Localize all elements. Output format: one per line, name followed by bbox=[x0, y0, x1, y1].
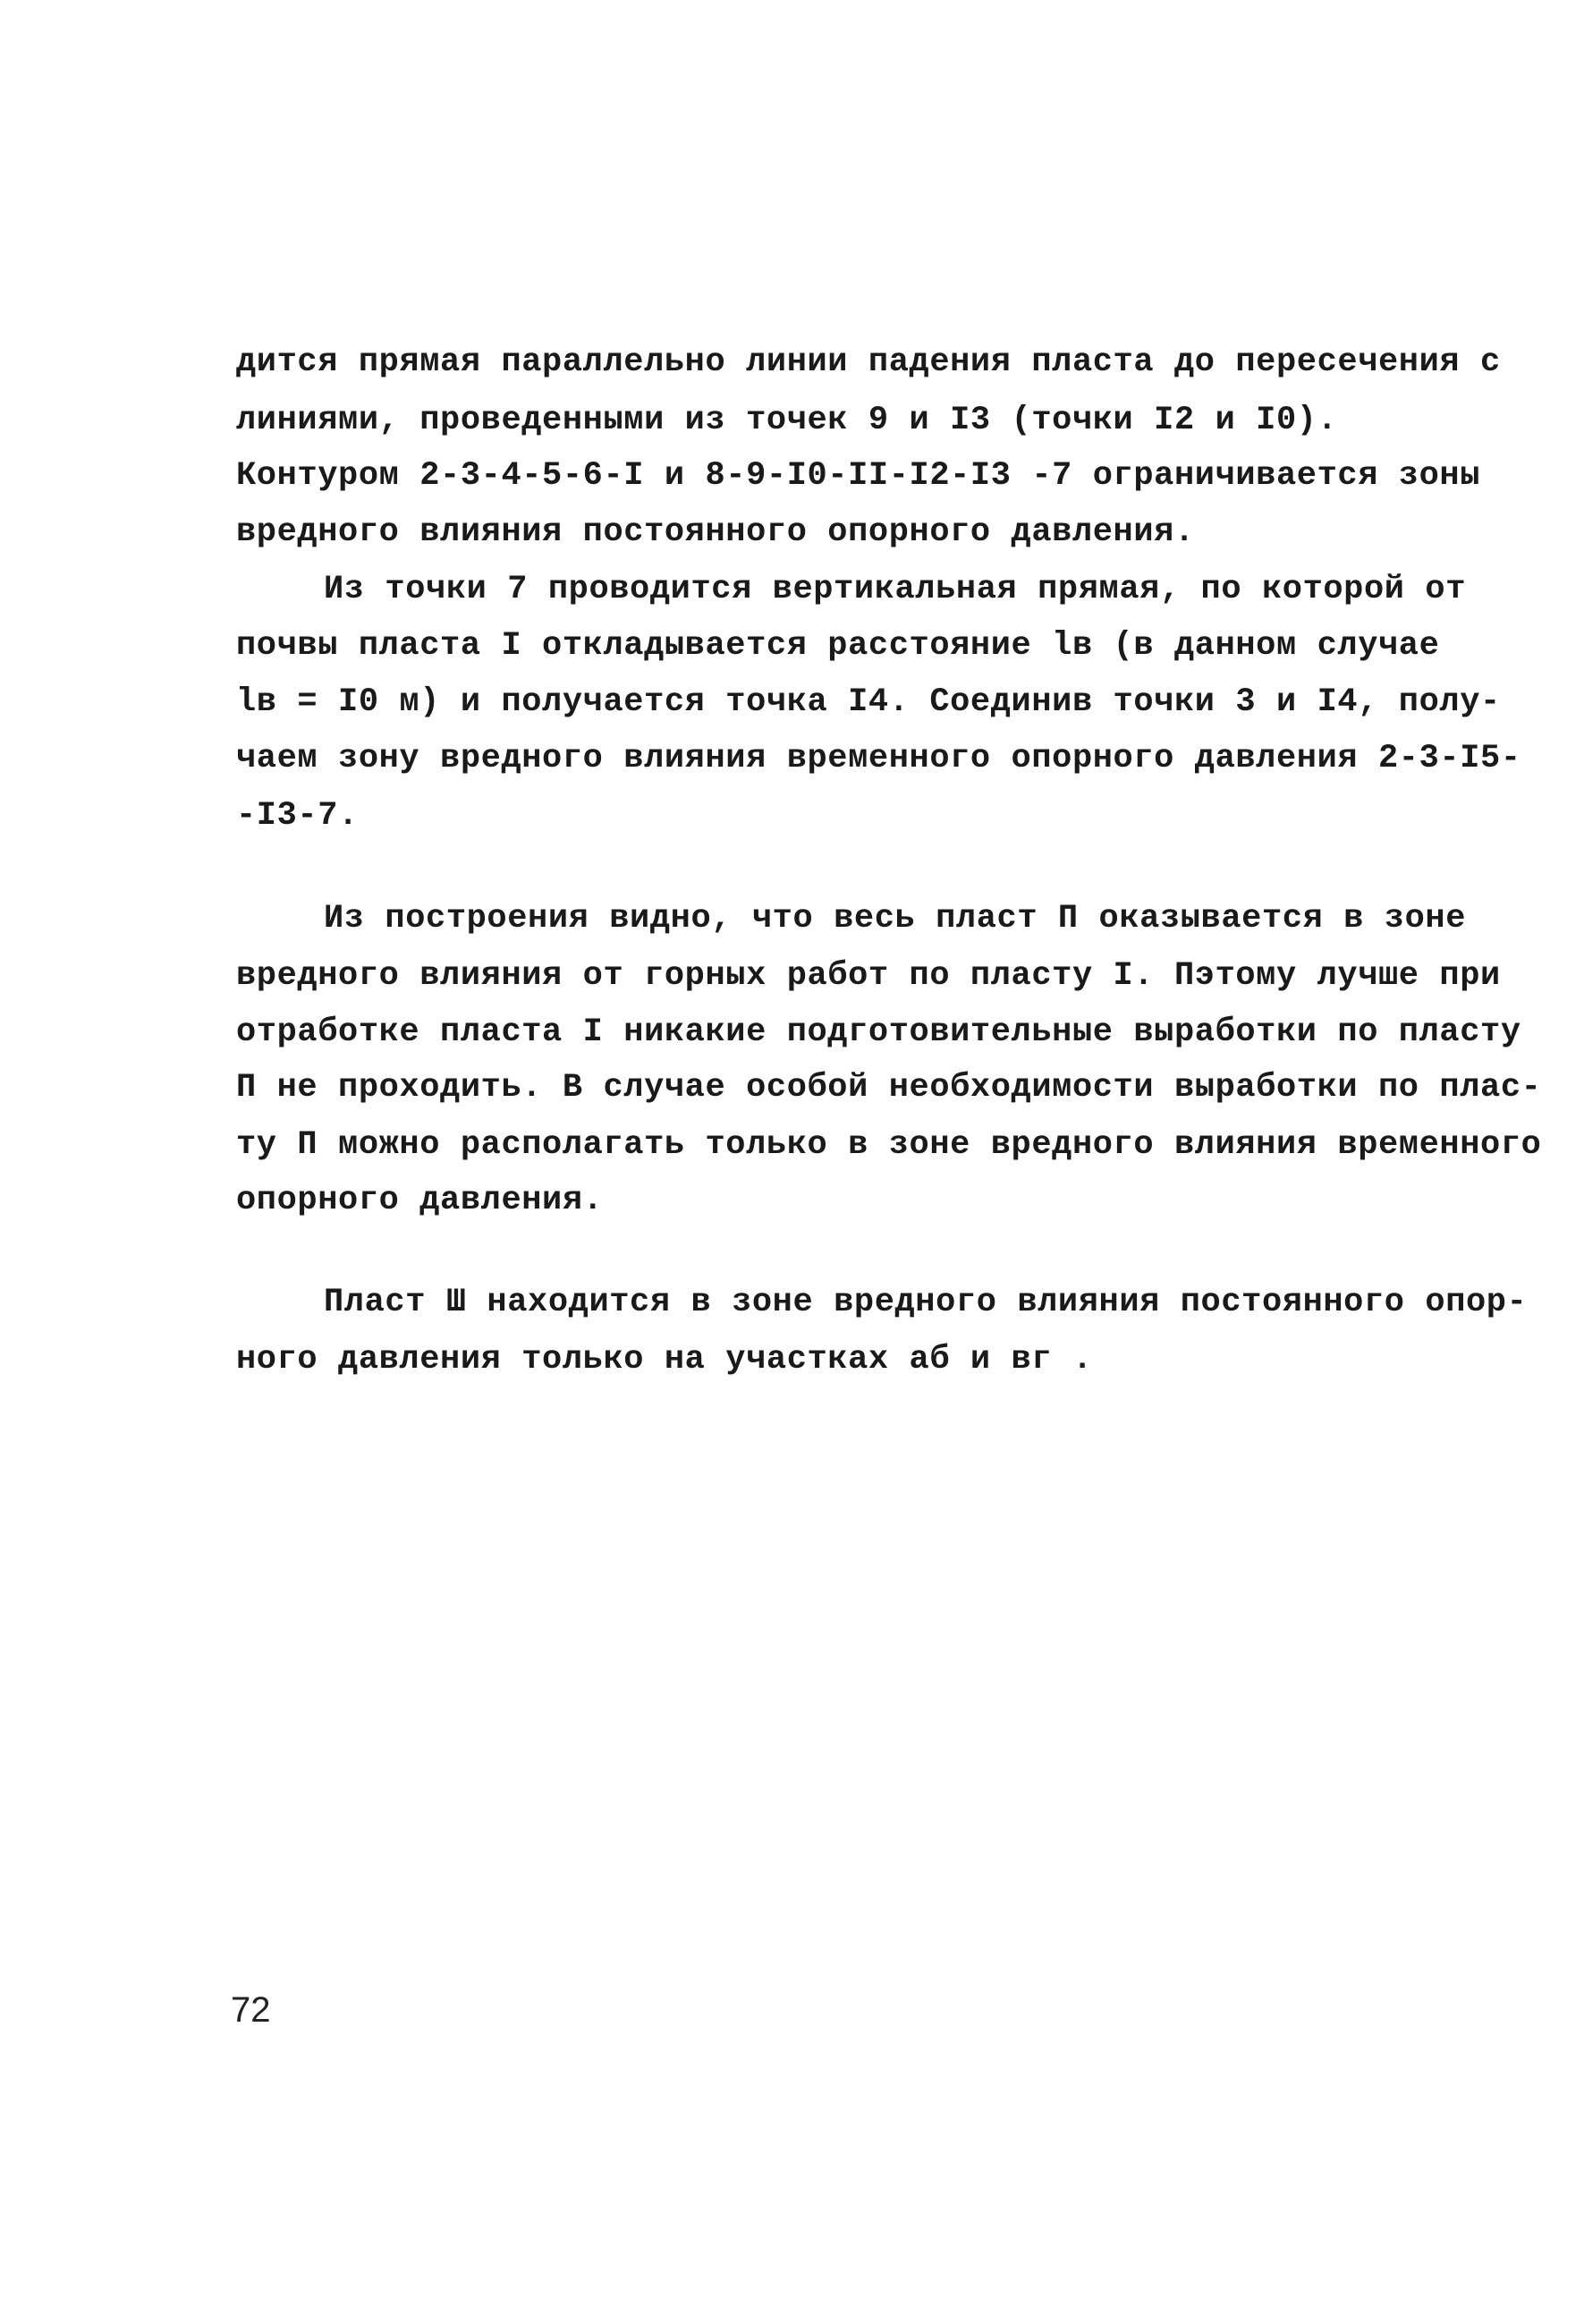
text-line: -I3-7. bbox=[236, 797, 359, 835]
text-line: П не проходить. В случае особой необходимости выработки по плас- bbox=[236, 1069, 1542, 1107]
text-line: Пласт Ш находится в зоне вредного влияния постоянного опор- bbox=[324, 1284, 1528, 1321]
text-line: линиями, проведенными из точек 9 и I3 (точки I2 и I0). bbox=[236, 402, 1338, 439]
text-line: почвы пласта I откладывается расстояние lв (в данном случае bbox=[236, 627, 1440, 665]
text-line: Из построения видно, что весь пласт П оказывается в зоне bbox=[324, 900, 1467, 937]
text-line: вредного влияния постоянного опорного давления. bbox=[236, 513, 1195, 551]
text-line: дится прямая параллельно линии падения пласта до пересечения с bbox=[236, 344, 1501, 381]
text-line: чаем зону вредного влияния временного опорного давления 2-3-I5- bbox=[236, 740, 1521, 777]
text-line: опорного давления. bbox=[236, 1182, 604, 1219]
text-line: lв = I0 м) и получается точка I4. Соединив точки 3 и I4, полу- bbox=[236, 683, 1501, 721]
text-line: Из точки 7 проводится вертикальная прямая, по которой от bbox=[324, 571, 1467, 608]
text-line: ного давления только на участках аб и вг . bbox=[236, 1341, 1093, 1378]
text-line: ту П можно располагать только в зоне вредного влияния временного bbox=[236, 1126, 1542, 1164]
text-line: отработке пласта I никакие подготовительные выработки по пласту bbox=[236, 1014, 1521, 1051]
text-line: вредного влияния от горных работ по пласту I. Пэтому лучше при bbox=[236, 957, 1501, 995]
page-number: 72 bbox=[231, 1990, 271, 2030]
text-line: Контуром 2-3-4-5-6-I и 8-9-I0-II-I2-I3 -7 ограничивается зоны bbox=[236, 457, 1481, 495]
